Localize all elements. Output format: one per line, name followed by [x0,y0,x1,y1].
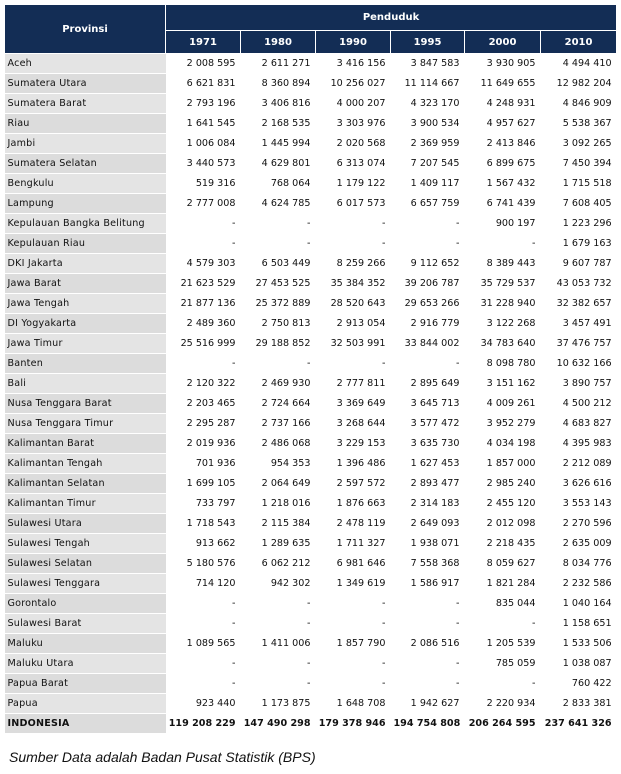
province-name-cell: Kalimantan Selatan [5,474,166,494]
population-value-cell: - [241,354,316,374]
population-value-cell: 1 179 122 [316,174,391,194]
population-value-cell: 1 409 117 [391,174,465,194]
population-value-cell: 701 936 [166,454,241,474]
population-value-cell: 3 151 162 [465,374,541,394]
population-value-cell: 11 114 667 [391,74,465,94]
population-value-cell: - [316,594,391,614]
population-value-cell: - [241,654,316,674]
population-value-cell: 5 538 367 [541,114,617,134]
population-value-cell: 6 313 074 [316,154,391,174]
population-value-cell: - [166,354,241,374]
population-value-cell: 3 440 573 [166,154,241,174]
year-header-1971: 1971 [166,31,241,54]
province-name-cell: Sumatera Utara [5,74,166,94]
population-value-cell: 1 711 327 [316,534,391,554]
population-value-cell: - [391,614,465,634]
population-value-cell: 29 653 266 [391,294,465,314]
population-value-cell: 9 112 652 [391,254,465,274]
population-value-cell: 2 985 240 [465,474,541,494]
population-value-cell: 1 289 635 [241,534,316,554]
province-name-cell: Maluku [5,634,166,654]
population-value-cell: - [241,214,316,234]
population-value-cell: - [391,354,465,374]
table-row [5,414,617,434]
table-row [5,74,617,94]
population-value-cell: 179 378 946 [316,714,391,734]
population-value-cell: 4 500 212 [541,394,617,414]
population-value-cell: 3 416 156 [316,54,391,74]
table-row [5,114,617,134]
population-value-cell: 2 115 384 [241,514,316,534]
population-value-cell: 3 930 905 [465,54,541,74]
province-name-cell: Nusa Tenggara Barat [5,394,166,414]
population-value-cell: - [241,674,316,694]
population-value-cell: 4 248 931 [465,94,541,114]
table-row [5,434,617,454]
population-value-cell: 2 724 664 [241,394,316,414]
population-value-cell: 2 314 183 [391,494,465,514]
population-value-cell: 3 626 616 [541,474,617,494]
population-value-cell: 2 212 089 [541,454,617,474]
population-value-cell: 900 197 [465,214,541,234]
population-value-cell: 31 228 940 [465,294,541,314]
population-value-cell: 2 486 068 [241,434,316,454]
population-value-cell: 1 349 619 [316,574,391,594]
population-value-cell: 6 621 831 [166,74,241,94]
population-value-cell: 8 389 443 [465,254,541,274]
population-value-cell: 3 229 153 [316,434,391,454]
population-value-cell: - [391,214,465,234]
population-value-cell: - [391,234,465,254]
population-value-cell: 2 220 934 [465,694,541,714]
population-value-cell: 3 457 491 [541,314,617,334]
population-value-cell: 25 516 999 [166,334,241,354]
province-name-cell: Sulawesi Barat [5,614,166,634]
population-value-cell: 4 494 410 [541,54,617,74]
province-name-cell: Kalimantan Barat [5,434,166,454]
population-value-cell: 21 623 529 [166,274,241,294]
population-value-cell: 8 059 627 [465,554,541,574]
population-value-cell: 4 846 909 [541,94,617,114]
population-value-cell: - [241,594,316,614]
population-value-cell: 2 777 008 [166,194,241,214]
population-value-cell: 1 942 627 [391,694,465,714]
population-value-cell: 119 208 229 [166,714,241,734]
population-value-cell: - [241,234,316,254]
table-row [5,334,617,354]
population-value-cell: - [316,214,391,234]
population-value-cell: 34 783 640 [465,334,541,354]
population-value-cell: - [391,674,465,694]
population-value-cell: - [316,654,391,674]
table-body [5,54,617,734]
population-value-cell: 6 657 759 [391,194,465,214]
population-value-cell: 1 627 453 [391,454,465,474]
population-value-cell: 33 844 002 [391,334,465,354]
population-value-cell: 3 952 279 [465,414,541,434]
population-value-cell: - [241,614,316,634]
population-value-cell: 2 295 287 [166,414,241,434]
table-row [5,474,617,494]
population-value-cell: 1 445 994 [241,134,316,154]
population-value-cell: 1 715 518 [541,174,617,194]
province-name-cell: Papua [5,694,166,714]
population-value-cell: 10 256 027 [316,74,391,94]
population-value-cell: 2 168 535 [241,114,316,134]
population-value-cell: 8 098 780 [465,354,541,374]
population-value-cell: - [166,674,241,694]
population-value-cell: 2 064 649 [241,474,316,494]
population-value-cell: 1 038 087 [541,654,617,674]
population-value-cell: 21 877 136 [166,294,241,314]
province-name-cell: Sumatera Barat [5,94,166,114]
province-name-cell: Maluku Utara [5,654,166,674]
population-value-cell: 942 302 [241,574,316,594]
table-row [5,54,617,74]
population-value-cell: 768 064 [241,174,316,194]
population-value-cell: 2 232 586 [541,574,617,594]
province-name-cell: Jawa Timur [5,334,166,354]
population-value-cell: 6 017 573 [316,194,391,214]
population-value-cell: 1 158 651 [541,614,617,634]
table-row [5,634,617,654]
population-value-cell: 2 455 120 [465,494,541,514]
province-name-cell: Sulawesi Utara [5,514,166,534]
population-value-cell: 3 635 730 [391,434,465,454]
population-value-cell: 4 323 170 [391,94,465,114]
table-row [5,194,617,214]
population-value-cell: 4 395 983 [541,434,617,454]
population-value-cell: 2 012 098 [465,514,541,534]
population-value-cell: - [166,234,241,254]
population-value-cell: - [316,674,391,694]
province-name-cell: Bali [5,374,166,394]
province-name-cell: Kalimantan Tengah [5,454,166,474]
year-header-1990: 1990 [316,31,391,54]
population-value-cell: 1 006 084 [166,134,241,154]
population-value-cell: 733 797 [166,494,241,514]
province-name-cell: Sulawesi Selatan [5,554,166,574]
population-value-cell: 2 489 360 [166,314,241,334]
population-value-cell: 2 916 779 [391,314,465,334]
province-name-cell: Nusa Tenggara Timur [5,414,166,434]
source-note: Sumber Data adalah Badan Pusat Statistik (BPS) [9,749,316,765]
population-value-cell: 11 649 655 [465,74,541,94]
population-value-cell: 8 360 894 [241,74,316,94]
population-value-cell: - [166,594,241,614]
table-row [5,274,617,294]
table-row [5,214,617,234]
population-value-cell: 25 372 889 [241,294,316,314]
population-value-cell: 3 577 472 [391,414,465,434]
table-row [5,574,617,594]
population-value-cell: 519 316 [166,174,241,194]
population-value-cell: 1 821 284 [465,574,541,594]
population-value-cell: 32 382 657 [541,294,617,314]
population-value-cell: 6 062 212 [241,554,316,574]
population-value-cell: 2 895 649 [391,374,465,394]
population-value-cell: 3 645 713 [391,394,465,414]
population-value-cell: 7 558 368 [391,554,465,574]
population-value-cell: 2 597 572 [316,474,391,494]
population-value-cell: 2 649 093 [391,514,465,534]
population-value-cell: 1 411 006 [241,634,316,654]
population-value-cell: 12 982 204 [541,74,617,94]
population-value-cell: 1 533 506 [541,634,617,654]
population-value-cell: 835 044 [465,594,541,614]
table-row [5,454,617,474]
province-name-cell: Jawa Barat [5,274,166,294]
table-row [5,134,617,154]
province-name-cell: Jambi [5,134,166,154]
table-row [5,234,617,254]
population-value-cell: 4 629 801 [241,154,316,174]
population-value-cell: 2 020 568 [316,134,391,154]
population-value-cell: 29 188 852 [241,334,316,354]
population-value-cell: 1 173 875 [241,694,316,714]
population-value-cell: 2 913 054 [316,314,391,334]
population-value-cell: 954 353 [241,454,316,474]
population-value-cell: 3 900 534 [391,114,465,134]
province-name-cell: Gorontalo [5,594,166,614]
province-name-cell: Sulawesi Tengah [5,534,166,554]
population-value-cell: 2 270 596 [541,514,617,534]
population-value-cell: 4 579 303 [166,254,241,274]
population-value-cell: 760 422 [541,674,617,694]
year-header-2000: 2000 [465,31,541,54]
province-name-cell: Papua Barat [5,674,166,694]
population-value-cell: 147 490 298 [241,714,316,734]
population-value-cell: 2 469 930 [241,374,316,394]
population-value-cell: 1 648 708 [316,694,391,714]
province-name-cell: Sulawesi Tenggara [5,574,166,594]
population-value-cell: 3 553 143 [541,494,617,514]
province-name-cell: Kalimantan Timur [5,494,166,514]
table-row [5,514,617,534]
population-value-cell: - [166,214,241,234]
population-value-cell: 5 180 576 [166,554,241,574]
population-value-cell: 4 000 207 [316,94,391,114]
population-value-cell: 3 122 268 [465,314,541,334]
province-name-cell: Banten [5,354,166,374]
province-column-header: Provinsi [5,5,166,54]
population-table [4,4,617,734]
population-value-cell: 1 857 790 [316,634,391,654]
table-row [5,494,617,514]
province-name-cell: Aceh [5,54,166,74]
table-row [5,174,617,194]
population-value-cell: 2 750 813 [241,314,316,334]
population-value-cell: 6 981 646 [316,554,391,574]
population-value-cell: 1 857 000 [465,454,541,474]
population-value-cell: 194 754 808 [391,714,465,734]
province-name-cell: Bengkulu [5,174,166,194]
population-value-cell: 1 679 163 [541,234,617,254]
year-header-1995: 1995 [391,31,465,54]
province-name-cell: INDONESIA [5,714,166,734]
population-value-cell: 32 503 991 [316,334,391,354]
population-value-cell: - [465,234,541,254]
table-row [5,374,617,394]
population-value-cell: 6 899 675 [465,154,541,174]
population-value-cell: - [316,234,391,254]
province-name-cell: Kepulauan Riau [5,234,166,254]
population-value-cell: 27 453 525 [241,274,316,294]
population-value-cell: 4 034 198 [465,434,541,454]
population-value-cell: 7 450 394 [541,154,617,174]
population-value-cell: 2 019 936 [166,434,241,454]
population-value-cell: 206 264 595 [465,714,541,734]
population-value-cell: 3 092 265 [541,134,617,154]
population-value-cell: 2 777 811 [316,374,391,394]
population-value-cell: 2 369 959 [391,134,465,154]
population-value-cell: 3 406 816 [241,94,316,114]
province-name-cell: Sumatera Selatan [5,154,166,174]
population-value-cell: 3 847 583 [391,54,465,74]
population-value-cell: 1 718 543 [166,514,241,534]
population-value-cell: 3 890 757 [541,374,617,394]
table-row [5,154,617,174]
table-row [5,354,617,374]
table-row [5,314,617,334]
population-value-cell: 237 641 326 [541,714,617,734]
population-value-cell: 1 218 016 [241,494,316,514]
population-value-cell: 7 207 545 [391,154,465,174]
population-value-cell: 3 268 644 [316,414,391,434]
population-value-cell: 8 034 776 [541,554,617,574]
population-value-cell: 2 833 381 [541,694,617,714]
population-value-cell: - [316,614,391,634]
population-value-cell: 1 876 663 [316,494,391,514]
population-value-cell: 2 737 166 [241,414,316,434]
province-name-cell: Riau [5,114,166,134]
population-value-cell: - [316,354,391,374]
population-value-cell: 4 957 627 [465,114,541,134]
population-value-cell: - [465,614,541,634]
province-name-cell: Lampung [5,194,166,214]
province-name-cell: Kepulauan Bangka Belitung [5,214,166,234]
population-value-cell: 6 741 439 [465,194,541,214]
population-value-cell: 1 938 071 [391,534,465,554]
population-value-cell: 2 893 477 [391,474,465,494]
population-value-cell: 28 520 643 [316,294,391,314]
province-name-cell: Jawa Tengah [5,294,166,314]
population-value-cell: - [166,614,241,634]
table-row [5,694,617,714]
population-value-cell: 1 040 164 [541,594,617,614]
population-value-cell: 2 203 465 [166,394,241,414]
table-row [5,254,617,274]
population-value-cell: 1 567 432 [465,174,541,194]
population-value-cell: 37 476 757 [541,334,617,354]
table-row [5,294,617,314]
population-value-cell: - [166,654,241,674]
population-value-cell: 2 008 595 [166,54,241,74]
population-value-cell: 923 440 [166,694,241,714]
population-value-cell: 1 586 917 [391,574,465,594]
population-value-cell: 785 059 [465,654,541,674]
population-value-cell: 3 303 976 [316,114,391,134]
table-row [5,614,617,634]
year-header-2010: 2010 [541,31,617,54]
population-value-cell: 2 413 846 [465,134,541,154]
population-value-cell: - [391,654,465,674]
population-value-cell: 2 793 196 [166,94,241,114]
population-value-cell: 2 120 322 [166,374,241,394]
table-row [5,554,617,574]
population-value-cell: 2 086 516 [391,634,465,654]
table-row [5,534,617,554]
population-value-cell: 2 478 119 [316,514,391,534]
province-name-cell: DKI Jakarta [5,254,166,274]
population-value-cell: 4 624 785 [241,194,316,214]
population-value-cell: 913 662 [166,534,241,554]
population-value-cell: 1 396 486 [316,454,391,474]
population-value-cell: 35 729 537 [465,274,541,294]
table-row [5,714,617,734]
population-value-cell: 2 218 435 [465,534,541,554]
population-value-cell: 1 223 296 [541,214,617,234]
population-value-cell: 1 641 545 [166,114,241,134]
population-value-cell: 2 635 009 [541,534,617,554]
table-row [5,394,617,414]
population-value-cell: 4 683 827 [541,414,617,434]
province-name-cell: DI Yogyakarta [5,314,166,334]
population-value-cell: 1 699 105 [166,474,241,494]
population-value-cell: 2 611 271 [241,54,316,74]
population-value-cell: 35 384 352 [316,274,391,294]
table-row [5,654,617,674]
population-group-header: Penduduk [166,5,617,31]
population-value-cell: 43 053 732 [541,274,617,294]
population-value-cell: 8 259 266 [316,254,391,274]
population-value-cell: 9 607 787 [541,254,617,274]
population-value-cell: - [391,594,465,614]
population-table-container [4,4,616,734]
year-header-1980: 1980 [241,31,316,54]
population-value-cell: 3 369 649 [316,394,391,414]
population-value-cell: - [465,674,541,694]
population-value-cell: 6 503 449 [241,254,316,274]
population-value-cell: 1 089 565 [166,634,241,654]
table-row [5,94,617,114]
population-value-cell: 1 205 539 [465,634,541,654]
population-value-cell: 4 009 261 [465,394,541,414]
table-row [5,594,617,614]
population-value-cell: 39 206 787 [391,274,465,294]
population-value-cell: 7 608 405 [541,194,617,214]
population-value-cell: 714 120 [166,574,241,594]
population-value-cell: 10 632 166 [541,354,617,374]
table-row [5,674,617,694]
